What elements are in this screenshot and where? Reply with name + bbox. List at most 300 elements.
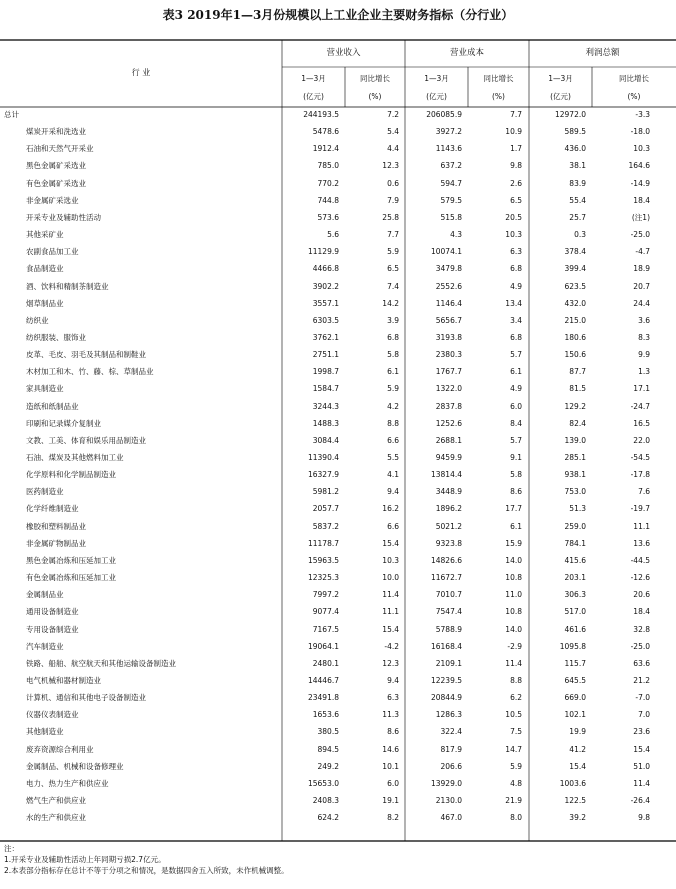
row-value: 6.3 [387, 693, 399, 703]
row-name: 石油、煤炭及其他燃料加工业 [26, 453, 124, 462]
row-name: 专用设备制造业 [26, 624, 79, 634]
row-value: 5656.7 [435, 315, 462, 325]
row-name: 其他采矿业 [26, 230, 64, 240]
header-unit: (%) [627, 92, 641, 101]
row-value: 16168.4 [430, 641, 462, 651]
row-name: 非金属矿采选业 [26, 195, 79, 205]
row-value: 7997.2 [312, 590, 339, 600]
row-name: 仪器仪表制造业 [26, 710, 79, 720]
row-value: 8.6 [387, 727, 399, 737]
row-name: 电气机械和器材制造业 [26, 675, 101, 685]
row-value: 4.4 [387, 144, 399, 154]
row-name: 石油和天然气开采业 [26, 144, 94, 154]
row-value: 2751.1 [312, 350, 339, 360]
header-profit: 利润总额 [585, 48, 620, 58]
row-value: 5.6 [327, 230, 339, 240]
row-value: 8.3 [638, 332, 650, 342]
row-value: 8.8 [387, 418, 399, 428]
row-name: 黑色金属矿采选业 [26, 161, 86, 171]
row-name: 电力、热力生产和供应业 [26, 778, 109, 788]
row-value: 2109.1 [435, 658, 462, 668]
row-value: 5788.9 [435, 624, 462, 634]
row-value: 13814.4 [430, 470, 462, 480]
row-value: 10.5 [505, 710, 522, 720]
row-value: 18.4 [633, 195, 650, 205]
row-value: 5.8 [387, 350, 399, 360]
row-value: 1252.6 [435, 418, 462, 428]
row-value: 10.3 [382, 555, 399, 565]
row-value: 5.9 [387, 247, 399, 257]
row-name: 印刷和记录媒介复制业 [26, 418, 101, 428]
header-sub: 1—3月 [424, 74, 449, 83]
row-value: 7.2 [387, 110, 399, 119]
row-name: 水的生产和供应业 [26, 813, 86, 823]
row-name: 金属制品、机械和设备修理业 [26, 761, 124, 771]
row-value: 8.6 [510, 487, 522, 497]
row-value: 3557.1 [312, 298, 339, 308]
header-sub: 同比增长 [619, 74, 649, 83]
row-value: 129.2 [564, 401, 586, 411]
row-value: 12.3 [382, 161, 399, 171]
row-name: 文教、工美、体育和娱乐用品制造业 [26, 435, 146, 445]
row-value: 1322.0 [435, 384, 462, 394]
row-value: 6.5 [387, 264, 399, 274]
row-value: 399.4 [564, 264, 586, 274]
row-value: 4.2 [387, 401, 399, 411]
row-value: 206.6 [440, 761, 462, 771]
row-value: 20.6 [633, 590, 650, 600]
row-value: 10074.1 [430, 247, 462, 257]
row-value: 11129.9 [307, 247, 339, 257]
row-value: 2552.6 [435, 281, 462, 291]
row-value: 4.9 [510, 384, 522, 394]
row-value: 24.4 [633, 298, 650, 308]
row-value: 1.7 [510, 144, 522, 154]
row-value: 6.1 [387, 367, 399, 377]
header-sub: 同比增长 [483, 74, 514, 83]
row-value: 3479.8 [435, 264, 462, 274]
row-value: 380.5 [317, 727, 339, 737]
row-value: 579.5 [440, 195, 462, 205]
row-value: 6.1 [510, 521, 522, 531]
row-value: 18.9 [633, 264, 650, 274]
row-value: 14.6 [382, 744, 399, 754]
header-revenue: 营业收入 [326, 48, 361, 58]
row-value: -7.0 [635, 693, 650, 703]
table-title: 表3 2019年1—3月份规模以上工业企业主要财务指标（分行业） [162, 8, 514, 22]
row-value: 23491.8 [307, 693, 339, 703]
row-value: 32.8 [633, 624, 650, 634]
row-name: 黑色金属冶炼和压延加工业 [26, 555, 116, 565]
row-value: 2480.1 [312, 658, 339, 668]
row-value: 378.4 [564, 247, 586, 257]
row-value: 1998.7 [312, 367, 339, 377]
row-value: 19.1 [382, 796, 399, 805]
row-value: 1912.4 [312, 144, 339, 154]
row-value: 215.0 [564, 315, 586, 325]
row-value: 7.7 [387, 230, 399, 240]
row-value: 9.4 [387, 675, 399, 685]
row-value: 21.2 [633, 675, 650, 685]
header-industry: 行 业 [131, 68, 151, 77]
row-value: 5.4 [387, 127, 399, 137]
row-value: 7.5 [510, 727, 522, 737]
row-value: 10.8 [505, 573, 522, 583]
row-name: 非金属矿物制品业 [26, 538, 86, 548]
row-value: 9077.4 [312, 607, 339, 617]
row-value: 22.0 [633, 435, 650, 445]
row-value: 63.6 [633, 658, 650, 668]
row-value: 744.8 [317, 195, 339, 205]
row-value: 5.8 [510, 470, 522, 480]
header-unit: (亿元) [303, 92, 324, 101]
row-value: 203.1 [564, 573, 586, 583]
row-value: 12972.0 [554, 110, 586, 119]
row-value: 6303.5 [312, 315, 339, 325]
row-value: 9.8 [638, 813, 650, 823]
row-value: 8.8 [510, 675, 522, 685]
row-value: 8.2 [387, 813, 399, 823]
row-value: 14.7 [505, 744, 522, 754]
row-value: -2.9 [507, 641, 522, 651]
row-value: 16327.9 [307, 470, 339, 480]
row-value: -14.9 [630, 178, 650, 188]
row-value: -54.5 [630, 453, 650, 462]
row-value: 5981.2 [312, 487, 339, 497]
row-value: -4.2 [384, 641, 399, 651]
row-value: 2837.8 [435, 401, 462, 411]
row-name: 煤炭开采和洗选业 [26, 127, 86, 137]
row-value: 623.5 [564, 281, 586, 291]
row-value: 5.7 [510, 350, 522, 360]
row-value: 6.3 [510, 247, 522, 257]
row-value: 6.8 [510, 332, 522, 342]
row-value: -25.0 [630, 230, 650, 240]
row-value: 6.1 [510, 367, 522, 377]
row-value: 15.9 [505, 538, 522, 548]
row-value: 14826.6 [430, 555, 462, 565]
row-value: 10.8 [505, 607, 522, 617]
row-name: 铁路、船舶、航空航天和其他运输设备制造业 [26, 658, 176, 668]
row-value: 285.1 [564, 453, 586, 462]
row-value: 645.5 [564, 675, 586, 685]
row-value: 517.0 [564, 607, 586, 617]
row-name: 造纸和纸制品业 [26, 401, 79, 411]
row-value: 5.9 [510, 761, 522, 771]
row-value: 7.4 [387, 281, 399, 291]
row-value: 10.3 [633, 144, 650, 154]
row-value: 770.2 [317, 178, 339, 188]
row-value: 4.9 [510, 281, 522, 291]
row-value: 2380.3 [435, 350, 462, 360]
row-value: 206085.9 [426, 110, 462, 119]
row-value: 115.7 [564, 658, 586, 668]
row-value: 10.0 [382, 573, 399, 583]
row-value: 2408.3 [312, 796, 339, 805]
row-value: 6.0 [387, 778, 399, 788]
row-value: 18.4 [633, 607, 650, 617]
row-value: 1003.6 [559, 778, 586, 788]
row-value: 784.1 [564, 538, 586, 548]
row-value: 17.7 [505, 504, 522, 514]
row-value: 3.9 [387, 315, 399, 325]
row-value: 8.0 [510, 813, 522, 823]
row-value: 1653.6 [312, 710, 339, 720]
row-value: 2057.7 [312, 504, 339, 514]
row-value: 5.5 [387, 453, 399, 462]
row-value: 20.5 [505, 212, 522, 222]
row-value: 14446.7 [307, 675, 339, 685]
header-unit: (亿元) [426, 92, 447, 101]
row-value: 2130.0 [435, 796, 462, 805]
row-value: -18.0 [630, 127, 650, 137]
row-name: 金属制品业 [26, 590, 64, 600]
row-value: 14.0 [505, 624, 522, 634]
row-value: 15.4 [382, 624, 399, 634]
row-value: 11.4 [505, 658, 522, 668]
row-value: 1146.4 [435, 298, 462, 308]
row-value: 16.5 [633, 418, 650, 428]
row-value: -24.7 [630, 401, 650, 411]
row-value: 5837.2 [312, 521, 339, 531]
row-value: 624.2 [317, 813, 339, 823]
row-value: 15.4 [569, 761, 586, 771]
row-value: 7.9 [387, 195, 399, 205]
row-name: 医药制造业 [26, 487, 64, 497]
row-name: 有色金属矿采选业 [26, 178, 86, 188]
header-unit: (%) [492, 92, 505, 101]
row-value: 11178.7 [307, 538, 339, 548]
row-value: 39.2 [569, 813, 586, 823]
header-sub: 1—3月 [301, 74, 326, 83]
row-value: 12239.5 [430, 675, 462, 685]
row-value: 11672.7 [430, 573, 462, 583]
row-value: 139.0 [564, 435, 586, 445]
row-value: 19064.1 [307, 641, 339, 651]
row-value: 3762.1 [312, 332, 339, 342]
row-value: 817.9 [440, 744, 462, 754]
row-value: 589.5 [564, 127, 586, 137]
row-value: -44.5 [630, 555, 650, 565]
row-value: 938.1 [564, 470, 586, 480]
row-value: -19.7 [630, 504, 650, 514]
row-value: 15963.5 [307, 555, 339, 565]
row-value: -26.4 [630, 796, 650, 805]
row-name: 其他制造业 [26, 727, 64, 737]
row-value: -12.6 [630, 573, 650, 583]
row-value: 0.6 [387, 178, 399, 188]
row-name: 计算机、通信和其他电子设备制造业 [26, 693, 146, 703]
row-value: 164.6 [628, 161, 650, 171]
row-value: 19.9 [569, 727, 586, 737]
row-value: 15.4 [633, 744, 650, 754]
row-value: 11390.4 [307, 453, 339, 462]
row-value: 13929.0 [430, 778, 462, 788]
row-value: 87.7 [569, 367, 586, 377]
row-value: 14.2 [382, 298, 399, 308]
row-value: 4.1 [387, 470, 399, 480]
row-value: 55.4 [569, 195, 586, 205]
row-value: 2688.1 [435, 435, 462, 445]
row-value: 244193.5 [303, 110, 339, 119]
row-value: 15.4 [382, 538, 399, 548]
row-value: 2.6 [510, 178, 522, 188]
row-value: 20844.9 [430, 693, 462, 703]
row-value: 7010.7 [435, 590, 462, 600]
row-value: 3448.9 [435, 487, 462, 497]
header-unit: (亿元) [550, 92, 571, 101]
row-value: 432.0 [564, 298, 586, 308]
row-value: 4466.8 [312, 264, 339, 274]
row-value: 306.3 [564, 590, 586, 600]
row-value: 21.9 [505, 796, 522, 805]
row-value: 82.4 [569, 418, 586, 428]
row-value: 9323.8 [435, 538, 462, 548]
row-value: 3.4 [510, 315, 522, 325]
row-value: 13.4 [505, 298, 522, 308]
row-value: 51.0 [633, 761, 650, 771]
row-value: 3902.2 [312, 281, 339, 291]
row-value: 1.3 [638, 367, 650, 377]
row-value: 10.1 [382, 761, 399, 771]
row-value: 1143.6 [435, 144, 462, 154]
row-value: 5021.2 [435, 521, 462, 531]
row-value: 637.2 [440, 161, 462, 171]
row-value: 3084.4 [312, 435, 339, 445]
note-label: 注： [4, 844, 19, 853]
row-value: 7547.4 [435, 607, 462, 617]
row-value: 51.3 [569, 504, 586, 514]
row-value: 102.1 [564, 710, 586, 720]
row-name: 开采专业及辅助性活动 [26, 212, 101, 222]
row-value: 11.4 [633, 778, 650, 788]
row-value: 180.6 [564, 332, 586, 342]
row-name: 总计 [4, 110, 19, 119]
row-name: 木材加工和木、竹、藤、棕、草制品业 [26, 367, 154, 377]
row-name: 燃气生产和供应业 [26, 796, 86, 805]
row-value: -4.7 [635, 247, 650, 257]
row-value: 1584.7 [312, 384, 339, 394]
row-value: 11.4 [382, 590, 399, 600]
row-value: 9.4 [387, 487, 399, 497]
row-value: -3.3 [635, 110, 650, 119]
row-name: 有色金属冶炼和压延加工业 [26, 573, 116, 583]
row-value: 594.7 [440, 178, 462, 188]
row-value: 6.8 [387, 332, 399, 342]
row-value: 5478.6 [312, 127, 339, 137]
row-value: 785.0 [317, 161, 339, 171]
row-value: 38.1 [569, 161, 586, 171]
row-name: 化学原料和化学制品制造业 [26, 470, 116, 480]
row-value: 259.0 [564, 521, 586, 531]
row-value: 0.3 [574, 230, 586, 240]
row-value: 894.5 [317, 744, 339, 754]
row-value: 6.6 [387, 521, 399, 531]
row-name: 废弃资源综合利用业 [26, 744, 94, 754]
row-value: -17.8 [630, 470, 650, 480]
note-2: 2.本表部分指标存在总计不等于分项之和情况，是数据四舍五入所致，未作机械调整。 [4, 866, 289, 875]
row-value: 7.0 [638, 710, 650, 720]
row-name: 纺织服装、服饰业 [26, 332, 86, 342]
row-name: 通用设备制造业 [26, 607, 79, 617]
row-name: 酒、饮料和精制茶制造业 [26, 281, 109, 291]
row-value: 83.9 [569, 178, 586, 188]
row-value: 20.7 [633, 281, 650, 291]
row-value: 9.1 [510, 453, 522, 462]
row-value: 573.6 [317, 212, 339, 222]
row-name: 化学纤维制造业 [26, 504, 79, 514]
row-value: 25.7 [569, 212, 586, 222]
row-value: 4.8 [510, 778, 522, 788]
row-value: 23.6 [633, 727, 650, 737]
row-value: 4.3 [450, 230, 462, 240]
row-value: 6.6 [387, 435, 399, 445]
row-value: 17.1 [633, 384, 650, 394]
row-value: 249.2 [317, 761, 339, 771]
row-value: 81.5 [569, 384, 586, 394]
row-value: 9.9 [638, 350, 650, 360]
row-value: 515.8 [440, 212, 462, 222]
header-cost: 营业成本 [449, 48, 484, 58]
row-value: 9459.9 [435, 453, 462, 462]
row-name: 农副食品加工业 [26, 247, 79, 257]
header-sub: 同比增长 [360, 74, 390, 83]
row-value: 13.6 [633, 538, 650, 548]
row-name: 家具制造业 [26, 384, 64, 394]
row-value: 6.0 [510, 401, 522, 411]
row-name: 纺织业 [26, 315, 49, 325]
row-value: 1286.3 [435, 710, 462, 720]
row-value: 25.8 [382, 212, 399, 222]
row-value: 8.4 [510, 418, 522, 428]
row-value: 1896.2 [435, 504, 462, 514]
note-1: 1.开采专业及辅助性活动上年同期亏损2.7亿元。 [4, 855, 166, 864]
row-value: 7167.5 [312, 624, 339, 634]
row-value: 3193.8 [435, 332, 462, 342]
row-value: 3244.3 [312, 401, 339, 411]
row-value: 436.0 [564, 144, 586, 154]
row-value: 6.5 [510, 195, 522, 205]
row-value: 15653.0 [307, 778, 339, 788]
row-value: 41.2 [569, 744, 586, 754]
row-name: 食品制造业 [26, 264, 64, 274]
row-value: 16.2 [382, 504, 399, 514]
row-value: 3.6 [638, 315, 650, 325]
row-value: 6.2 [510, 693, 522, 703]
row-value: 150.6 [564, 350, 586, 360]
row-value: 122.5 [564, 796, 586, 805]
row-value: 415.6 [564, 555, 586, 565]
row-value: (注1) [631, 212, 650, 222]
row-value: 10.3 [505, 230, 522, 240]
row-value: 11.1 [633, 521, 650, 531]
row-value: -25.0 [630, 641, 650, 651]
row-value: 467.0 [440, 813, 462, 823]
row-value: 461.6 [564, 624, 586, 634]
row-value: 1488.3 [312, 418, 339, 428]
row-value: 5.7 [510, 435, 522, 445]
row-value: 5.9 [387, 384, 399, 394]
row-value: 6.8 [510, 264, 522, 274]
row-name: 皮革、毛皮、羽毛及其制品和制鞋业 [26, 350, 146, 360]
row-value: 7.7 [510, 110, 522, 119]
row-name: 橡胶和塑料制品业 [26, 521, 86, 531]
row-name: 汽车制造业 [26, 641, 64, 651]
row-value: 7.6 [638, 487, 650, 497]
row-value: 11.0 [505, 590, 522, 600]
row-value: 11.3 [382, 710, 399, 720]
row-value: 10.9 [505, 127, 522, 137]
